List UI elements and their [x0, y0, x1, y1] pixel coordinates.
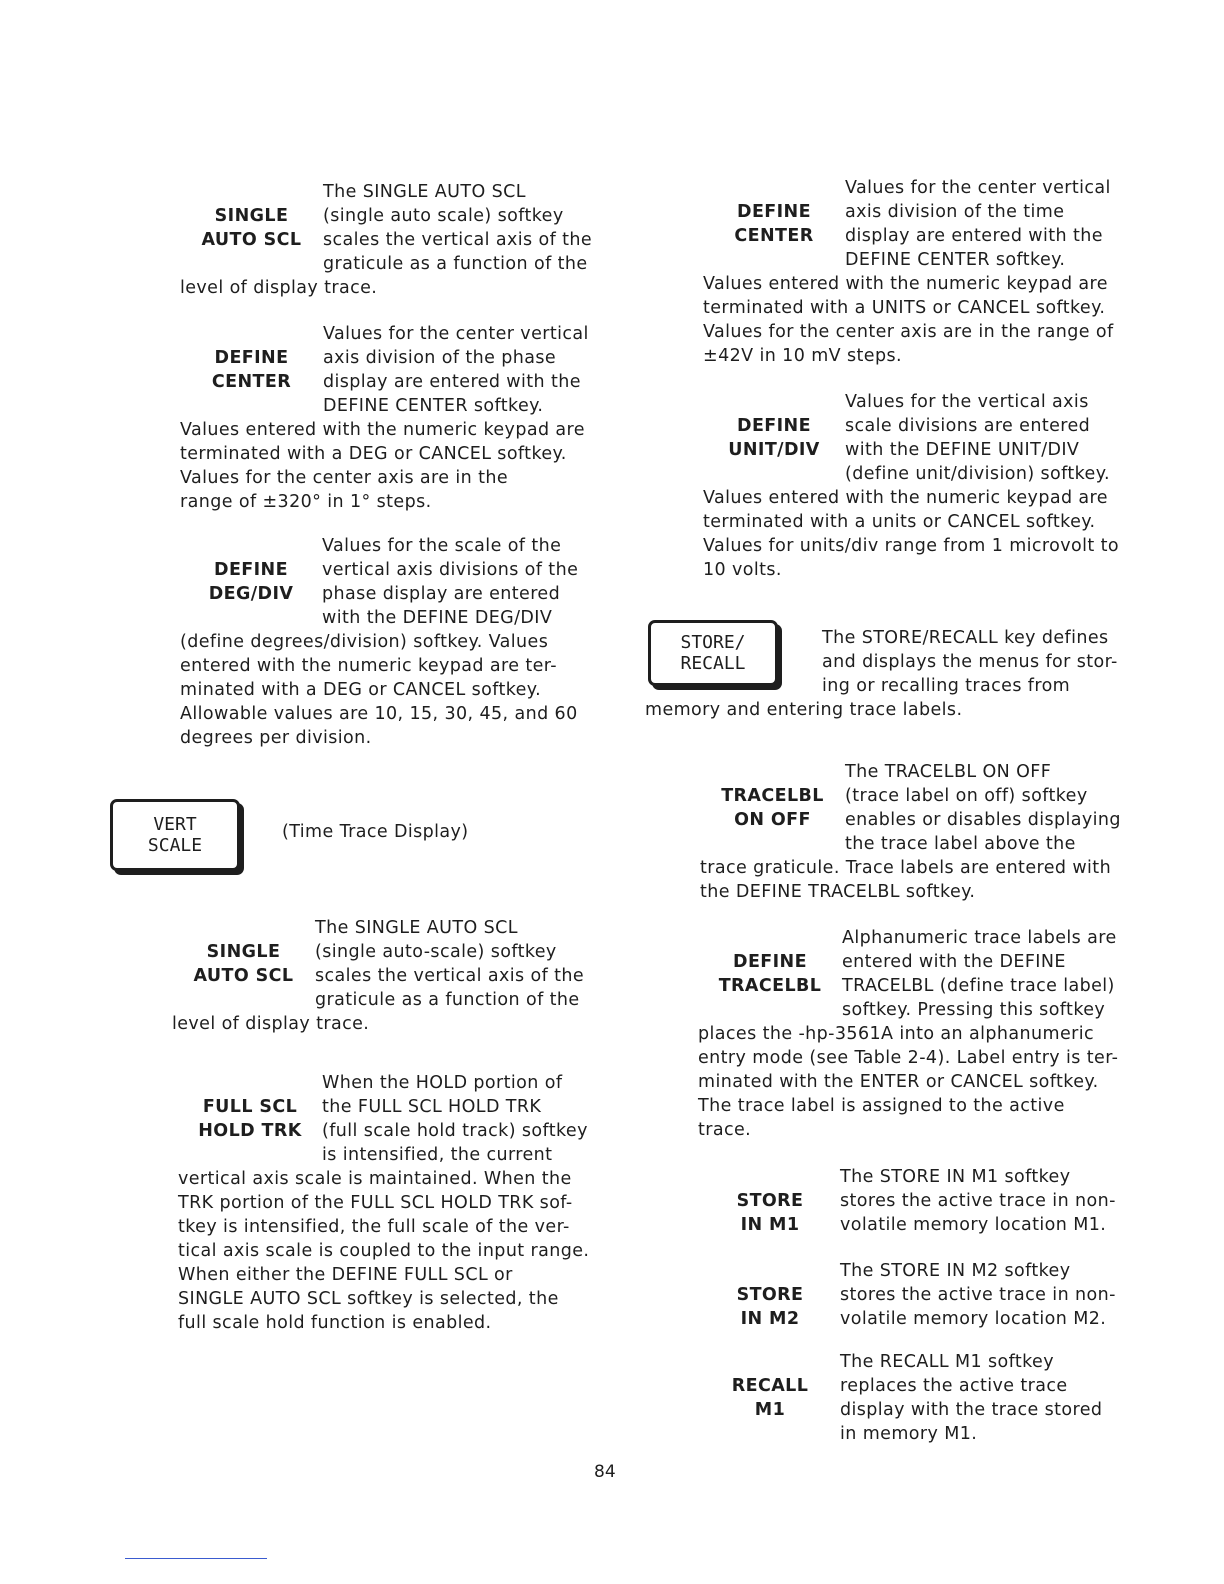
text-line: terminated with a DEG or CANCEL softkey. [180, 444, 567, 464]
text-line: Values entered with the numeric keypad are [703, 488, 1108, 508]
text-line: The RECALL M1 softkey [840, 1352, 1054, 1372]
entry-continuation-text [645, 698, 1118, 722]
entry-store-recall [645, 626, 1118, 722]
entry-single-auto-scl-1 [180, 180, 592, 300]
text-line: Values for the center vertical [323, 324, 589, 344]
entry-recall-m1 [700, 1350, 1102, 1446]
text-line: (single auto scale) softkey [323, 206, 564, 226]
entry-continuation-text [178, 1167, 589, 1335]
text-line: the DEFINE TRACELBL softkey. [700, 882, 976, 902]
entry-store-in-m1 [700, 1165, 1116, 1237]
text-line: The SINGLE AUTO SCL [323, 182, 526, 202]
entry-continuation-text [698, 1022, 1118, 1142]
text-line: TRACELBL (define trace label) [842, 976, 1115, 996]
entry-define-center-phase [180, 322, 589, 514]
text-line: minated with a DEG or CANCEL softkey. [180, 680, 542, 700]
text-line: When the HOLD portion of [322, 1073, 563, 1093]
text-line: The trace label is assigned to the active [698, 1096, 1065, 1116]
text-line: with the DEFINE UNIT/DIV [845, 440, 1080, 460]
text-line: stores the active trace in non- [840, 1191, 1116, 1211]
text-line: volatile memory location M2. [840, 1309, 1107, 1329]
softkey-label: SINGLE AUTO SCL [193, 942, 294, 986]
softkey-label: DEFINE TRACELBL [718, 952, 822, 996]
entry-define-unit-div [703, 390, 1119, 582]
entry-define-deg-div [180, 534, 578, 750]
entry-continuation-text [180, 276, 592, 300]
text-line: replaces the active trace [840, 1376, 1068, 1396]
text-line: Values entered with the numeric keypad are [180, 420, 585, 440]
text-line: Alphanumeric trace labels are [842, 928, 1117, 948]
key-line: SCALE [147, 835, 203, 856]
text-line: (define unit/division) softkey. [845, 464, 1110, 484]
text-line: is intensified, the current [322, 1145, 553, 1165]
text-line: the trace label above the [845, 834, 1076, 854]
text-line: full scale hold function is enabled. [178, 1313, 492, 1333]
entry-side-text [840, 1165, 1116, 1237]
text-line: TRK portion of the FULL SCL HOLD TRK sof- [178, 1193, 573, 1213]
text-line: (full scale hold track) softkey [322, 1121, 588, 1141]
text-line: ing or recalling traces from [822, 676, 1071, 696]
text-line: The TRACELBL ON OFF [845, 762, 1052, 782]
text-line: graticule as a function of the [323, 254, 588, 274]
text-line: The SINGLE AUTO SCL [315, 918, 518, 938]
text-line: degrees per division. [180, 728, 372, 748]
entry-side-text [323, 322, 589, 418]
text-line: Values for units/div range from 1 microvolt to [703, 536, 1119, 556]
text-line: tkey is intensified, the full scale of the ver- [178, 1217, 570, 1237]
text-line: the FULL SCL HOLD TRK [322, 1097, 542, 1117]
entry-continuation-text [703, 272, 1114, 368]
page-number: 84 [594, 1462, 616, 1482]
text-line: vertical axis scale is maintained. When the [178, 1169, 572, 1189]
text-line: scales the vertical axis of the [315, 966, 585, 986]
text-line: terminated with a units or CANCEL softkey. [703, 512, 1096, 532]
entry-full-scl-hold-trk [178, 1071, 589, 1335]
text-line: memory and entering trace labels. [645, 700, 963, 720]
entry-side-text [845, 176, 1111, 272]
text-line: display with the trace stored [840, 1400, 1103, 1420]
entry-side-text [322, 1071, 588, 1167]
text-line: entered with the DEFINE [842, 952, 1066, 972]
text-line: level of display trace. [180, 278, 378, 298]
entry-continuation-text [180, 418, 589, 514]
text-line: tical axis scale is coupled to the input range. [178, 1241, 590, 1261]
text-line: entered with the numeric keypad are ter- [180, 656, 557, 676]
text-line: Values for the center axis are in the [180, 468, 509, 488]
softkey-label: RECALL M1 [731, 1376, 809, 1420]
entry-continuation-text [172, 1012, 584, 1036]
text-line: graticule as a function of the [315, 990, 580, 1010]
text-line: entry mode (see Table 2-4). Label entry is ter- [698, 1048, 1119, 1068]
text-line: SINGLE AUTO SCL softkey is selected, the [178, 1289, 559, 1309]
text-line: minated with the ENTER or CANCEL softkey. [698, 1072, 1099, 1092]
text-line: volatile memory location M1. [840, 1215, 1107, 1235]
entry-define-center-time [703, 176, 1114, 368]
text-line: scale divisions are entered [845, 416, 1091, 436]
text-line: range of ±320° in 1° steps. [180, 492, 432, 512]
text-line: (single auto-scale) softkey [315, 942, 557, 962]
vert-scale-caption: (Time Trace Display) [282, 822, 469, 842]
text-line: display are entered with the [845, 226, 1103, 246]
text-line: 10 volts. [703, 560, 782, 580]
text-line: Allowable values are 10, 15, 30, 45, and 60 [180, 704, 578, 724]
entry-side-text [840, 1350, 1102, 1446]
text-line: with the DEFINE DEG/DIV [322, 608, 553, 628]
softkey-label: DEFINE DEG/DIV [208, 560, 294, 604]
softkey-label: TRACELBL ON OFF [721, 786, 824, 830]
text-line: terminated with a UNITS or CANCEL softkey. [703, 298, 1106, 318]
text-line: level of display trace. [172, 1014, 370, 1034]
text-line: ±42V in 10 mV steps. [703, 346, 902, 366]
text-line: enables or disables displaying [845, 810, 1121, 830]
entry-side-text [822, 626, 1118, 698]
entry-continuation-text [700, 856, 1121, 904]
key-line: RECALL [680, 653, 746, 674]
entry-continuation-text [180, 630, 578, 750]
text-line: The STORE IN M2 softkey [840, 1261, 1071, 1281]
text-line: Values entered with the numeric keypad are [703, 274, 1108, 294]
text-line: scales the vertical axis of the [323, 230, 593, 250]
entry-store-in-m2 [700, 1259, 1116, 1331]
entry-define-tracelbl [698, 926, 1118, 1142]
text-line: places the -hp-3561A into an alphanumeric [698, 1024, 1094, 1044]
text-line: axis division of the phase [323, 348, 557, 368]
text-line: (trace label on off) softkey [845, 786, 1088, 806]
text-line: DEFINE CENTER softkey. [323, 396, 544, 416]
text-line: The STORE IN M1 softkey [840, 1167, 1071, 1187]
key-line: VERT [153, 814, 197, 835]
text-line: Values for the center vertical [845, 178, 1111, 198]
text-line: and displays the menus for stor- [822, 652, 1118, 672]
text-line: (define degrees/division) softkey. Values [180, 632, 549, 652]
text-line: stores the active trace in non- [840, 1285, 1116, 1305]
softkey-label: DEFINE UNIT/DIV [728, 416, 820, 460]
softkey-label: DEFINE CENTER [211, 348, 292, 392]
softkey-label: STORE IN M2 [736, 1285, 804, 1329]
text-line: Values for the center axis are in the range of [703, 322, 1114, 342]
entry-side-text [323, 180, 592, 276]
text-line: in memory M1. [840, 1424, 978, 1444]
softkey-label: STORE IN M1 [736, 1191, 804, 1235]
text-line: Values for the vertical axis [845, 392, 1089, 412]
softkey-label: DEFINE CENTER [734, 202, 814, 246]
text-line: axis division of the time [845, 202, 1065, 222]
softkey-label: FULL SCL HOLD TRK [198, 1097, 302, 1141]
entry-side-text [845, 760, 1121, 856]
text-line: When either the DEFINE FULL SCL or [178, 1265, 513, 1285]
entry-single-auto-scl-2 [172, 916, 584, 1036]
text-line: trace. [698, 1120, 752, 1140]
entry-continuation-text [703, 486, 1119, 582]
vert-scale-key [110, 799, 240, 871]
entry-side-text [322, 534, 578, 630]
text-line: softkey. Pressing this softkey [842, 1000, 1106, 1020]
entry-side-text [845, 390, 1110, 486]
text-line: display are entered with the [323, 372, 581, 392]
text-line: phase display are entered [322, 584, 561, 604]
footer-rule [125, 1558, 267, 1559]
text-line: Values for the scale of the [322, 536, 562, 556]
entry-side-text [840, 1259, 1116, 1331]
entry-side-text [315, 916, 584, 1012]
text-line: The STORE/RECALL key defines [822, 628, 1109, 648]
softkey-label: SINGLE AUTO SCL [201, 206, 302, 250]
entry-tracelbl-on-off [700, 760, 1121, 904]
text-line: trace graticule. Trace labels are entered with [700, 858, 1112, 878]
key-line: STORE/ [680, 632, 746, 653]
text-line: vertical axis divisions of the [322, 560, 579, 580]
text-line: DEFINE CENTER softkey. [845, 250, 1066, 270]
entry-side-text [842, 926, 1117, 1022]
